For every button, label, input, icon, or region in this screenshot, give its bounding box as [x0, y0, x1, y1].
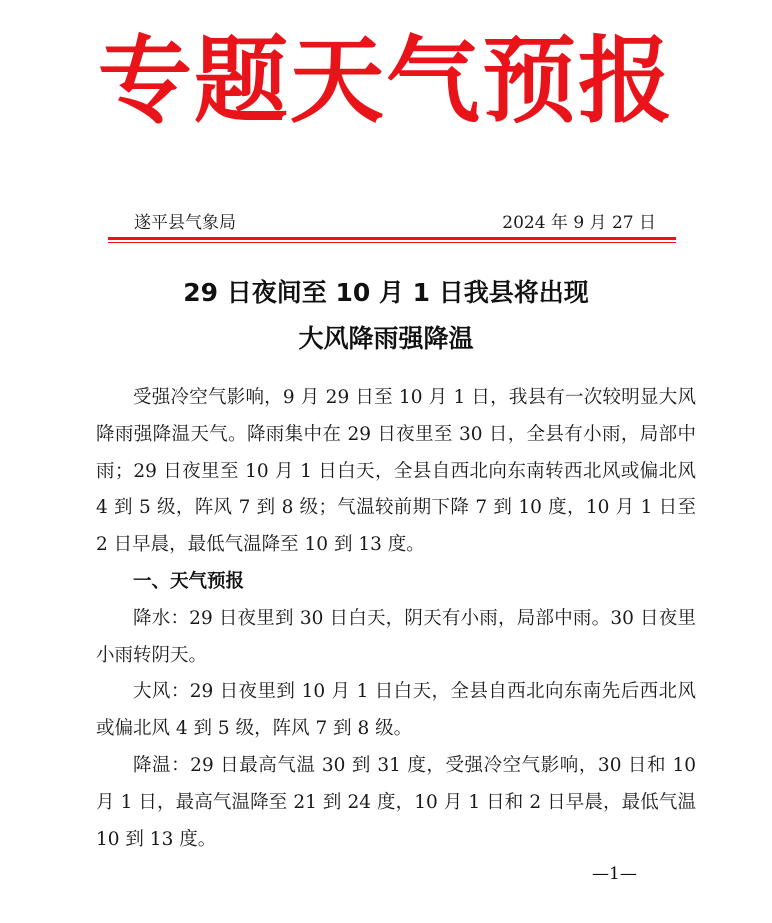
issuer-name: 遂平县气象局 [134, 213, 236, 233]
headline-line-1: 29 日夜间至 10 月 1 日我县将出现 [183, 278, 589, 307]
header-divider-thick [108, 237, 676, 240]
page-number: —1— [592, 864, 637, 884]
issuer-row [134, 209, 656, 237]
intro-paragraph: 受强冷空气影响，9 月 29 日至 10 月 1 日，我县有一次较明显大风降雨强降温天气。降雨集中在 29 日夜里至 30 日，全县有小雨，局部中雨；29 日夜里至 10 月 1 日白天，全县自西北向东南转西北风或偏北风 4 到 5 级，阵风 7 到 8 级；气温较前期下降 7 到 10 度，10 月 1 日至 2 日早晨，最低气温降至 10 到 13 度。 [96, 387, 696, 556]
precipitation-paragraph: 降水：29 日夜里到 30 日白天，阴天有小雨，局部中雨。30 日夜里小雨转阴天。 [96, 607, 696, 666]
wind-paragraph: 大风：29 日夜里到 10 月 1 日白天，全县自西北向东南先后西北风或偏北风 4 到 5 级，阵风 7 到 8 级。 [96, 681, 696, 740]
section-heading-forecast: 一、天气预报 [133, 570, 245, 592]
document-body [96, 380, 696, 858]
cooling-paragraph: 降温：29 日最高气温 30 到 31 度，受强冷空气影响，30 日和 10 月 1 日，最高气温降至 21 到 24 度，10 月 1 日和 2 日早晨，最低气温 10 到 13 度。 [96, 754, 696, 850]
headline-line-2: 大风降雨强降温 [298, 324, 474, 353]
document-headline [86, 270, 686, 362]
header-divider-thin [108, 242, 676, 243]
masthead-title: 专题天气预报 [97, 26, 674, 136]
issue-date: 2024 年 9 月 27 日 [502, 213, 656, 233]
